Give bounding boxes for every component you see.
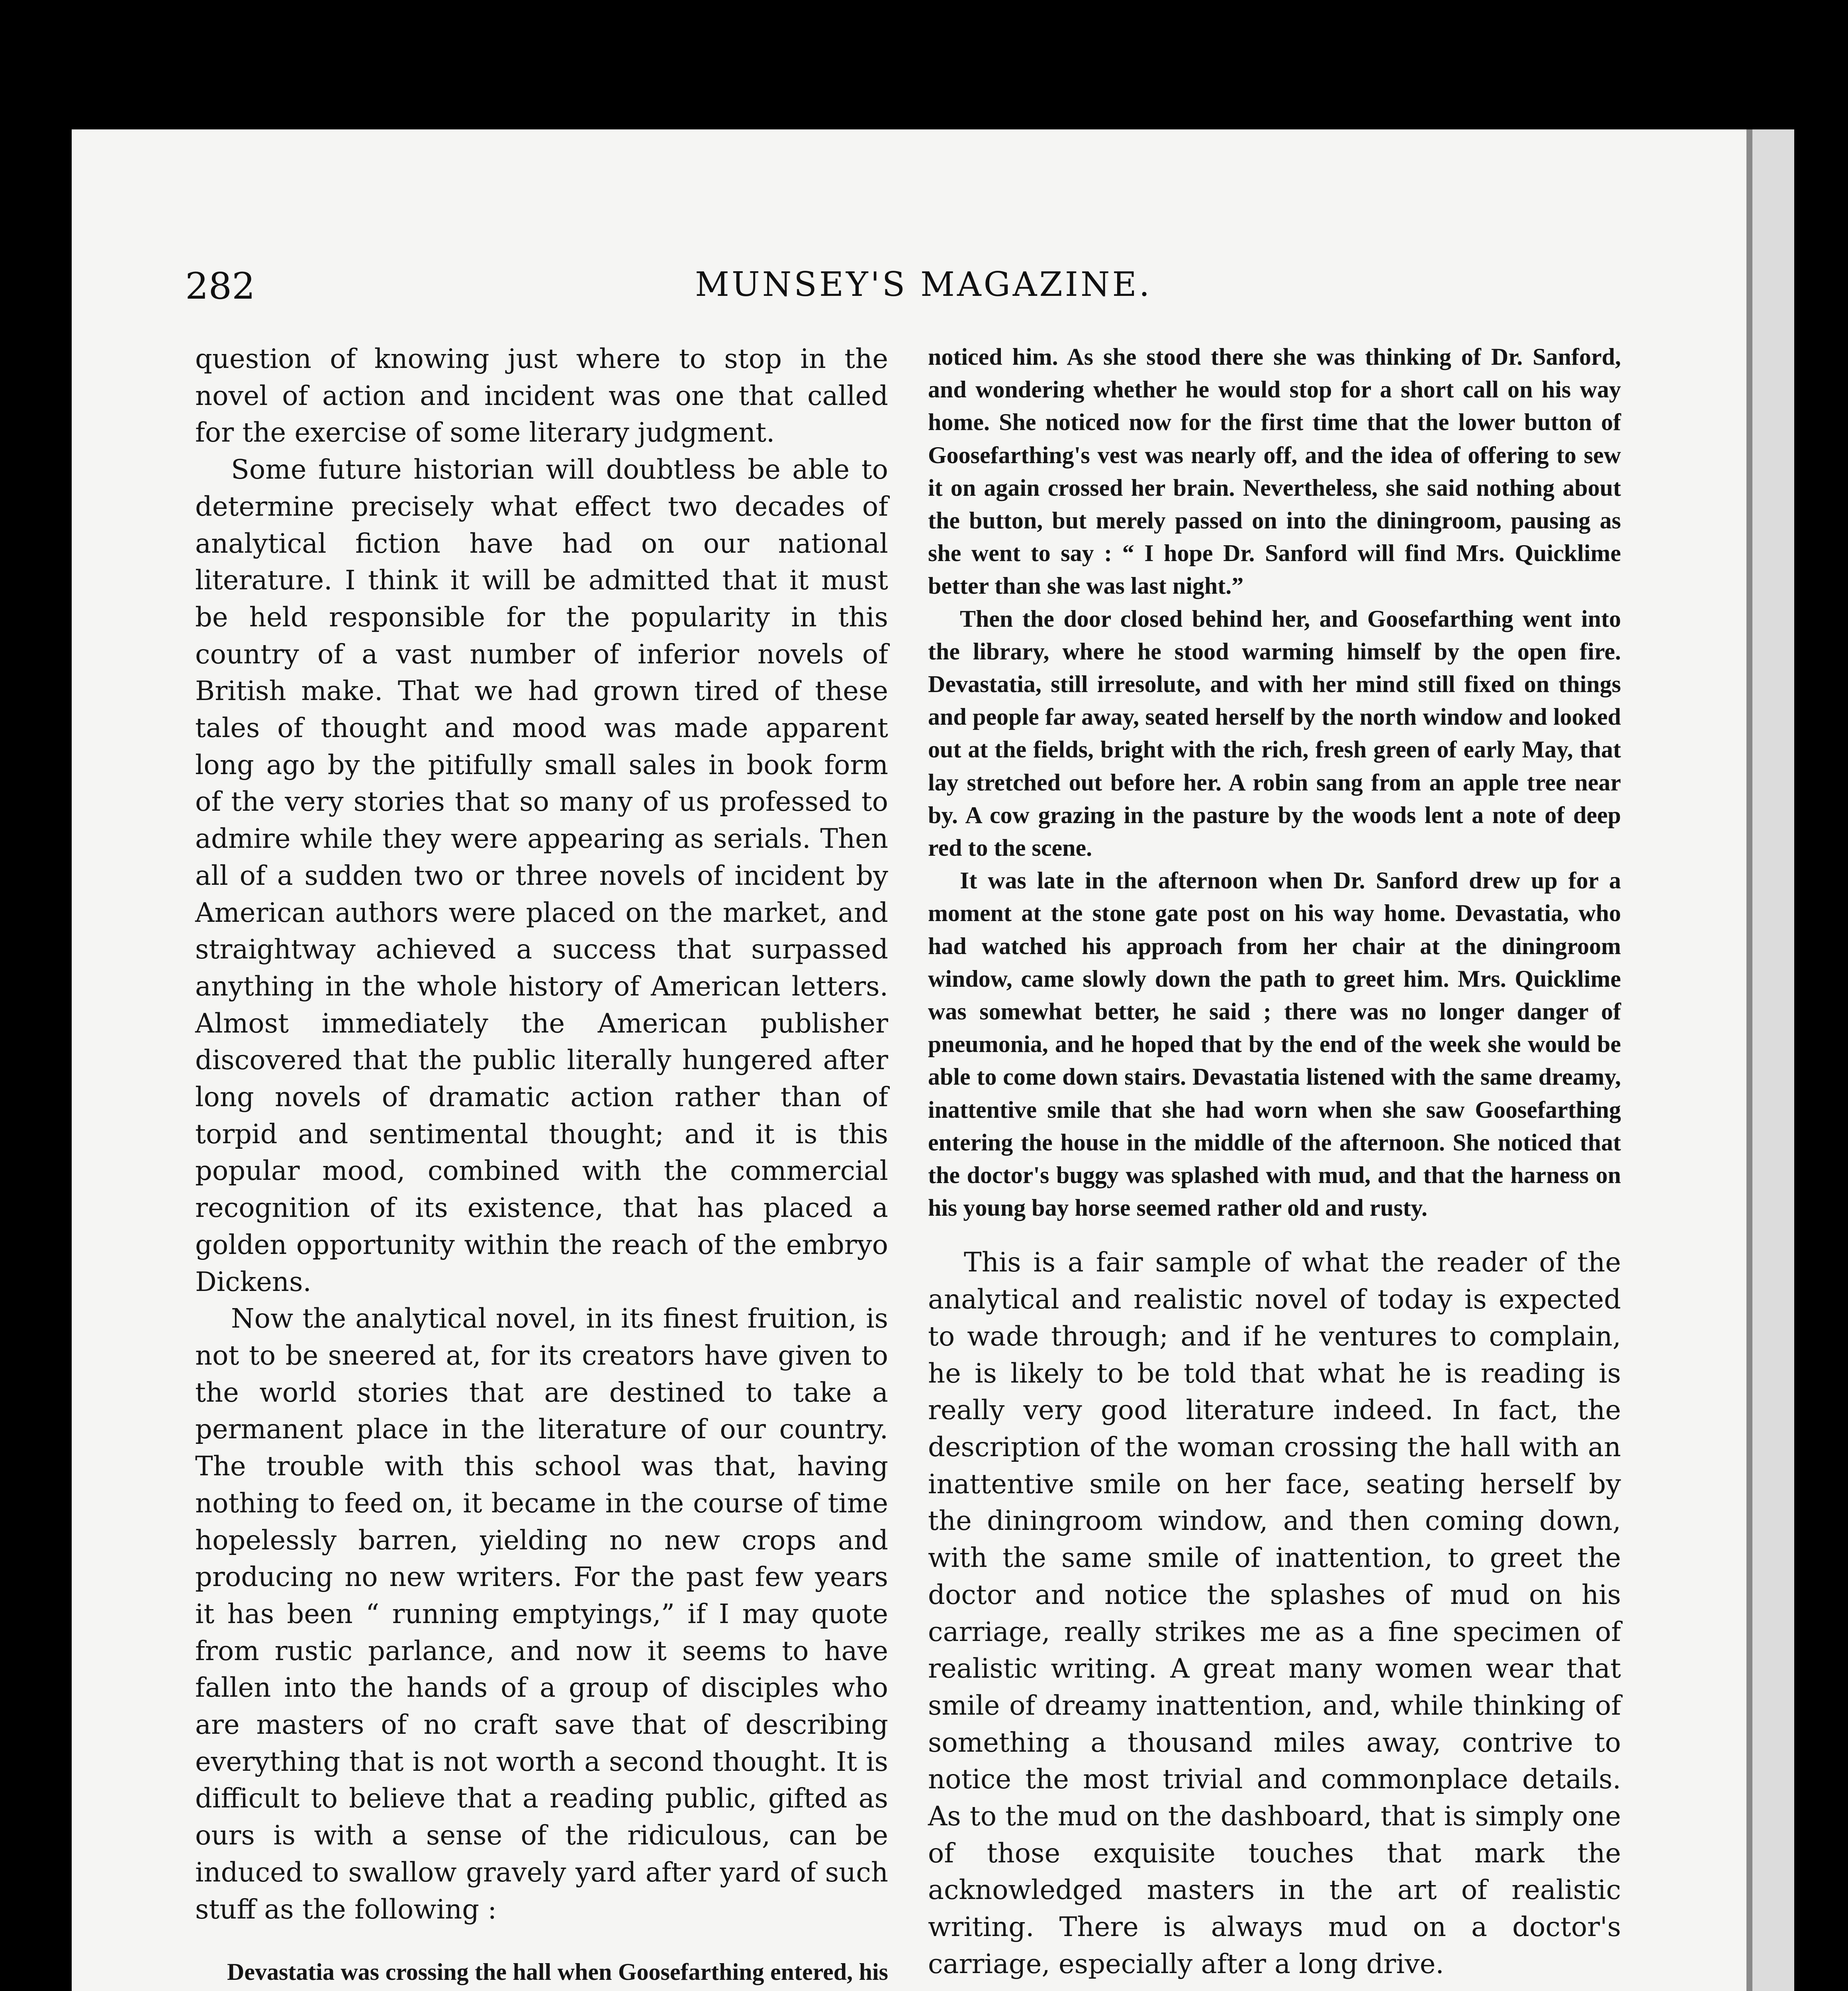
paragraph: question of knowing just where to stop in the novel of action and incident was one that called for the exercise of some literary judgment. <box>195 343 888 448</box>
quote-paragraph: noticed him. As she stood there she was thinking of Dr. Sanford, and wondering whether he would stop for a short call on his way home. She noticed now for the first time that the lower button of Goosefarthing's vest was nearly off, and the idea of offering to sew it on again crossed her brain. Nevertheless, she said nothing about the button, but merely passed on into the diningroom, pausing as she went to say : “ I hope Dr. Sanford will find Mrs. Quicklime better than she was last night.” <box>928 344 1621 599</box>
quote-paragraph: Then the door closed behind her, and Goosefarthing went into the library, where he stood warming himself by the open fire. Devastatia, still irresolute, and with her mind still fixed on things and people far away, seated herself by the north window and looked out at the fields, bright with the rich, fresh green of early May, that lay stretched out before her. A robin sang from an apple tree near by. A cow grazing in the pasture by the woods lent a note of deep red to the scene. <box>928 605 1621 861</box>
quoted-excerpt <box>195 1956 888 1991</box>
right-column <box>928 340 1621 1991</box>
paragraph: Now the analytical novel, in its finest fruition, is not to be sneered at, for its creators have given to the world stories that are destined to take a permanent place in the literature of our country. The trouble with this school was that, having nothing to feed on, it became in the course of time hopelessly barren, yielding no new crops and producing no new writers. For the past few years it has been “ running emptyings,” if I may quote from rustic parlance, and now it seems to have fallen into the hands of a group of disciples who are masters of no craft save that of describing everything that is not worth a second thought. It is difficult to believe that a reading public, gifted as ours is with a sense of the ridiculous, can be induced to swallow gravely yard after yard of such stuff as the following : <box>195 1303 888 1925</box>
quote-paragraph: It was late in the afternoon when Dr. Sanford drew up for a moment at the stone gate post on his way home. Devastatia, who had watched his approach from her chair at the diningroom window, came slowly down the path to greet him. Mrs. Quicklime was somewhat better, he said ; there was no longer danger of pneumonia, and he hoped that by the end of the week she would be able to come down stairs. Devastatia listened with the same dreamy, inattentive smile that she had worn when she saw Goosefarthing entering the house in the middle of the afternoon. She noticed that the doctor's buggy was splashed with mud, and that the harness on his young bay horse seemed rather old and rusty. <box>928 867 1621 1221</box>
paragraph: Some future historian will doubtless be able to determine precisely what effect two decades of analytical fiction have had on our national literature. I think it will be admitted that it must be held responsible for the popularity in this country of a vast number of inferior novels of British make. That we had grown tired of these tales of thought and mood was made apparent long ago by the pitifully small sales in book form of the very stories that so many of us professed to admire while they were appearing as serials. Then all of a sudden two or three novels of incident by American authors were placed on the market, and straightway achieved a success that surpassed anything in the whole history of American letters. Almost immediately the American publisher discovered that the public literally hungered after long novels of dramatic action rather than of torpid and sentimental thought; and it is this popular mood, combined with the commercial recognition of its existence, that has placed a golden opportunity within the reach of the embryo Dickens. <box>195 454 888 1297</box>
page-header <box>185 265 1625 309</box>
running-title: MUNSEY'S MAGAZINE. <box>695 265 1152 304</box>
left-column <box>195 340 888 1991</box>
page-number: 282 <box>185 265 255 307</box>
book-spine <box>1752 129 1794 1991</box>
quoted-excerpt-continued <box>928 340 1621 1224</box>
paragraph: This is a fair sample of what the reader of the analytical and realistic novel of today is expected to wade through; and if he ventures to complain, he is likely to be told that what he is reading is really very good literature indeed. In fact, the description of the woman crossing the hall with an inattentive smile on her face, seating herself by the diningroom window, and then coming down, with the same smile of inattention, to greet the doctor and notice the splashes of mud on his carriage, really strikes me as a fine specimen of realistic writing. A great many women wear that smile of dreamy inattention, and, while thinking of something a thousand miles away, contrive to notice the most trivial and commonplace details. As to the mud on the dashboard, that is simply one of those exquisite touches that mark the acknowledged masters in the art of realistic writing. There is always mud on a doctor's carriage, especially after a long drive. <box>928 1247 1621 1979</box>
quote-paragraph: Devastatia was crossing the hall when Goosefarthing entered, his <box>227 1959 888 1985</box>
